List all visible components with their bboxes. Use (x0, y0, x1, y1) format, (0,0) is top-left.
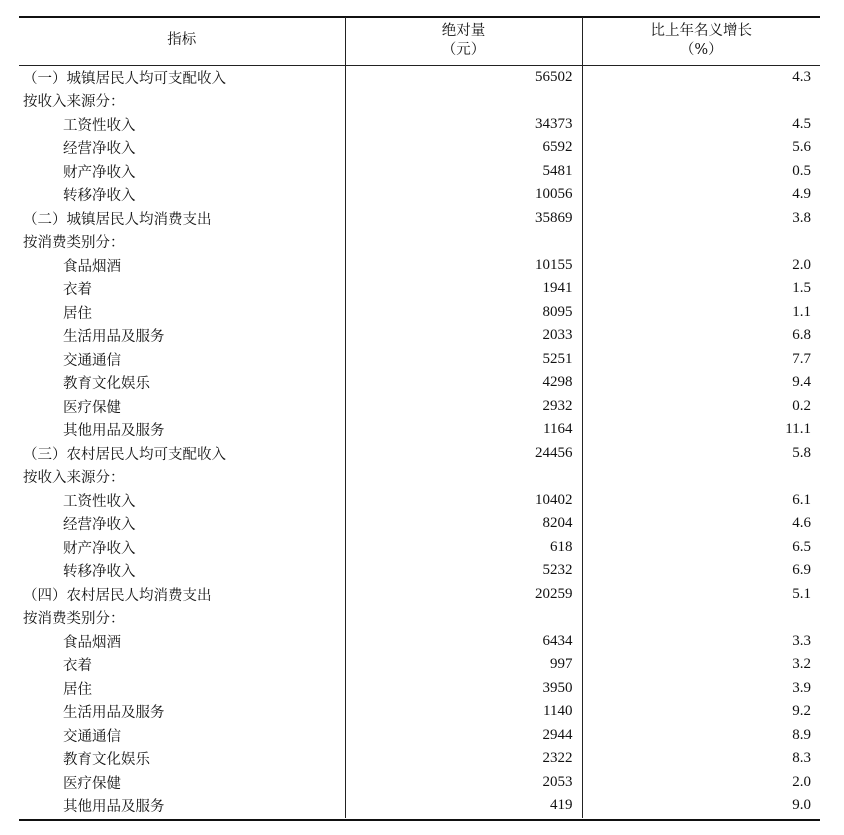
table-row (19, 183, 820, 207)
row-growth-value: 6.5 (582, 536, 820, 560)
row-growth-value: 4.5 (582, 113, 820, 137)
row-growth-value (582, 230, 820, 254)
row-growth-value: 11.1 (582, 418, 820, 442)
row-label: 食品烟酒 (63, 634, 121, 651)
row-growth-value: 9.2 (582, 700, 820, 724)
table-row (19, 700, 820, 724)
row-growth-value: 3.3 (582, 630, 820, 654)
row-label: 转移净收入 (63, 188, 136, 205)
table-row (19, 442, 820, 466)
row-absolute-value: 1941 (345, 277, 582, 301)
row-label: （三）农村居民人均可支配收入 (23, 446, 226, 463)
row-growth-value: 9.0 (582, 794, 820, 818)
row-absolute-value: 4298 (345, 371, 582, 395)
table-row (19, 160, 820, 184)
row-growth-value: 5.1 (582, 583, 820, 607)
row-absolute-value: 1164 (345, 418, 582, 442)
row-label: （二）城镇居民人均消费支出 (23, 211, 212, 228)
row-label: 生活用品及服务 (63, 705, 165, 722)
row-absolute-value: 1140 (345, 700, 582, 724)
table-row (19, 653, 820, 677)
table-row (19, 794, 820, 818)
row-growth-value: 4.9 (582, 183, 820, 207)
table-row (19, 324, 820, 348)
table-row (19, 113, 820, 137)
row-growth-value: 4.6 (582, 512, 820, 536)
row-label: 其他用品及服务 (63, 799, 165, 816)
table-row (19, 65, 820, 89)
row-absolute-value: 997 (345, 653, 582, 677)
row-label: 衣着 (63, 282, 92, 299)
table-row (19, 465, 820, 489)
table-row (19, 371, 820, 395)
row-label: 其他用品及服务 (63, 423, 165, 440)
row-label: （一）城镇居民人均可支配收入 (23, 70, 226, 87)
table-row (19, 301, 820, 325)
row-absolute-value: 2053 (345, 771, 582, 795)
row-growth-value (582, 606, 820, 630)
row-absolute-value: 56502 (345, 65, 582, 89)
row-growth-value: 2.0 (582, 771, 820, 795)
row-growth-value: 4.3 (582, 65, 820, 89)
header-absolute (345, 17, 582, 65)
table-bottom-rule (19, 819, 820, 821)
income-expenditure-table (19, 17, 820, 818)
row-growth-value: 1.1 (582, 301, 820, 325)
table-row (19, 747, 820, 771)
row-growth-value: 8.3 (582, 747, 820, 771)
row-label: （四）农村居民人均消费支出 (23, 587, 212, 604)
row-growth-value: 5.8 (582, 442, 820, 466)
row-absolute-value: 10402 (345, 489, 582, 513)
table-row (19, 512, 820, 536)
table-row (19, 724, 820, 748)
row-label: 工资性收入 (63, 117, 136, 134)
row-absolute-value (345, 89, 582, 113)
row-absolute-value (345, 230, 582, 254)
row-absolute-value: 5251 (345, 348, 582, 372)
table-row (19, 536, 820, 560)
row-absolute-value (345, 465, 582, 489)
table-row (19, 606, 820, 630)
row-absolute-value: 10056 (345, 183, 582, 207)
row-label: 居住 (63, 305, 92, 322)
row-label: 按收入来源分： (23, 470, 125, 487)
table-row (19, 277, 820, 301)
table-row (19, 230, 820, 254)
row-absolute-value: 618 (345, 536, 582, 560)
table-row (19, 136, 820, 160)
row-absolute-value (345, 606, 582, 630)
row-absolute-value: 5232 (345, 559, 582, 583)
row-label: 医疗保健 (63, 775, 121, 792)
table-body (19, 65, 820, 818)
row-absolute-value: 24456 (345, 442, 582, 466)
row-label: 转移净收入 (63, 564, 136, 581)
header-growth-label: 比上年名义增长 (650, 22, 752, 39)
row-growth-value: 6.1 (582, 489, 820, 513)
table-row (19, 677, 820, 701)
row-label: 财产净收入 (63, 540, 136, 557)
row-label: 按收入来源分： (23, 94, 125, 111)
row-growth-value (582, 465, 820, 489)
row-absolute-value: 2322 (345, 747, 582, 771)
row-label: 生活用品及服务 (63, 329, 165, 346)
row-growth-value: 7.7 (582, 348, 820, 372)
row-label: 交通通信 (63, 728, 121, 745)
table-row (19, 771, 820, 795)
row-growth-value: 2.0 (582, 254, 820, 278)
row-label: 交通通信 (63, 352, 121, 369)
row-growth-value: 1.5 (582, 277, 820, 301)
row-absolute-value: 34373 (345, 113, 582, 137)
row-absolute-value: 8204 (345, 512, 582, 536)
row-absolute-value: 10155 (345, 254, 582, 278)
row-label: 教育文化娱乐 (63, 752, 150, 769)
header-indicator: 指标 (19, 17, 345, 65)
table-row (19, 395, 820, 419)
table-row (19, 559, 820, 583)
row-label: 食品烟酒 (63, 258, 121, 275)
row-growth-value: 9.4 (582, 371, 820, 395)
row-absolute-value: 35869 (345, 207, 582, 231)
table-row (19, 418, 820, 442)
header-growth (582, 17, 820, 65)
row-absolute-value: 2944 (345, 724, 582, 748)
row-growth-value: 3.2 (582, 653, 820, 677)
row-label: 衣着 (63, 658, 92, 675)
table-row (19, 89, 820, 113)
header-absolute-label: 绝对量 (441, 22, 486, 39)
header-absolute-unit: （元） (441, 41, 486, 58)
row-label: 工资性收入 (63, 493, 136, 510)
table-row (19, 207, 820, 231)
row-absolute-value: 3950 (345, 677, 582, 701)
table-header-row (19, 17, 820, 65)
row-growth-value: 0.2 (582, 395, 820, 419)
row-absolute-value: 6434 (345, 630, 582, 654)
row-growth-value (582, 89, 820, 113)
row-growth-value: 0.5 (582, 160, 820, 184)
row-absolute-value: 20259 (345, 583, 582, 607)
row-absolute-value: 5481 (345, 160, 582, 184)
row-growth-value: 6.8 (582, 324, 820, 348)
row-growth-value: 5.6 (582, 136, 820, 160)
table-row (19, 630, 820, 654)
row-absolute-value: 419 (345, 794, 582, 818)
table-row (19, 583, 820, 607)
row-label: 财产净收入 (63, 164, 136, 181)
row-absolute-value: 2932 (345, 395, 582, 419)
row-label: 医疗保健 (63, 399, 121, 416)
table-row (19, 254, 820, 278)
row-label: 按消费类别分： (23, 611, 125, 628)
row-growth-value: 3.8 (582, 207, 820, 231)
row-label: 经营净收入 (63, 517, 136, 534)
table-row (19, 348, 820, 372)
table-row (19, 489, 820, 513)
row-absolute-value: 8095 (345, 301, 582, 325)
row-label: 经营净收入 (63, 141, 136, 158)
row-absolute-value: 6592 (345, 136, 582, 160)
row-label: 教育文化娱乐 (63, 376, 150, 393)
header-growth-unit: （%） (679, 41, 723, 58)
row-label: 居住 (63, 681, 92, 698)
row-label: 按消费类别分： (23, 235, 125, 252)
row-growth-value: 3.9 (582, 677, 820, 701)
row-growth-value: 8.9 (582, 724, 820, 748)
row-growth-value: 6.9 (582, 559, 820, 583)
row-absolute-value: 2033 (345, 324, 582, 348)
